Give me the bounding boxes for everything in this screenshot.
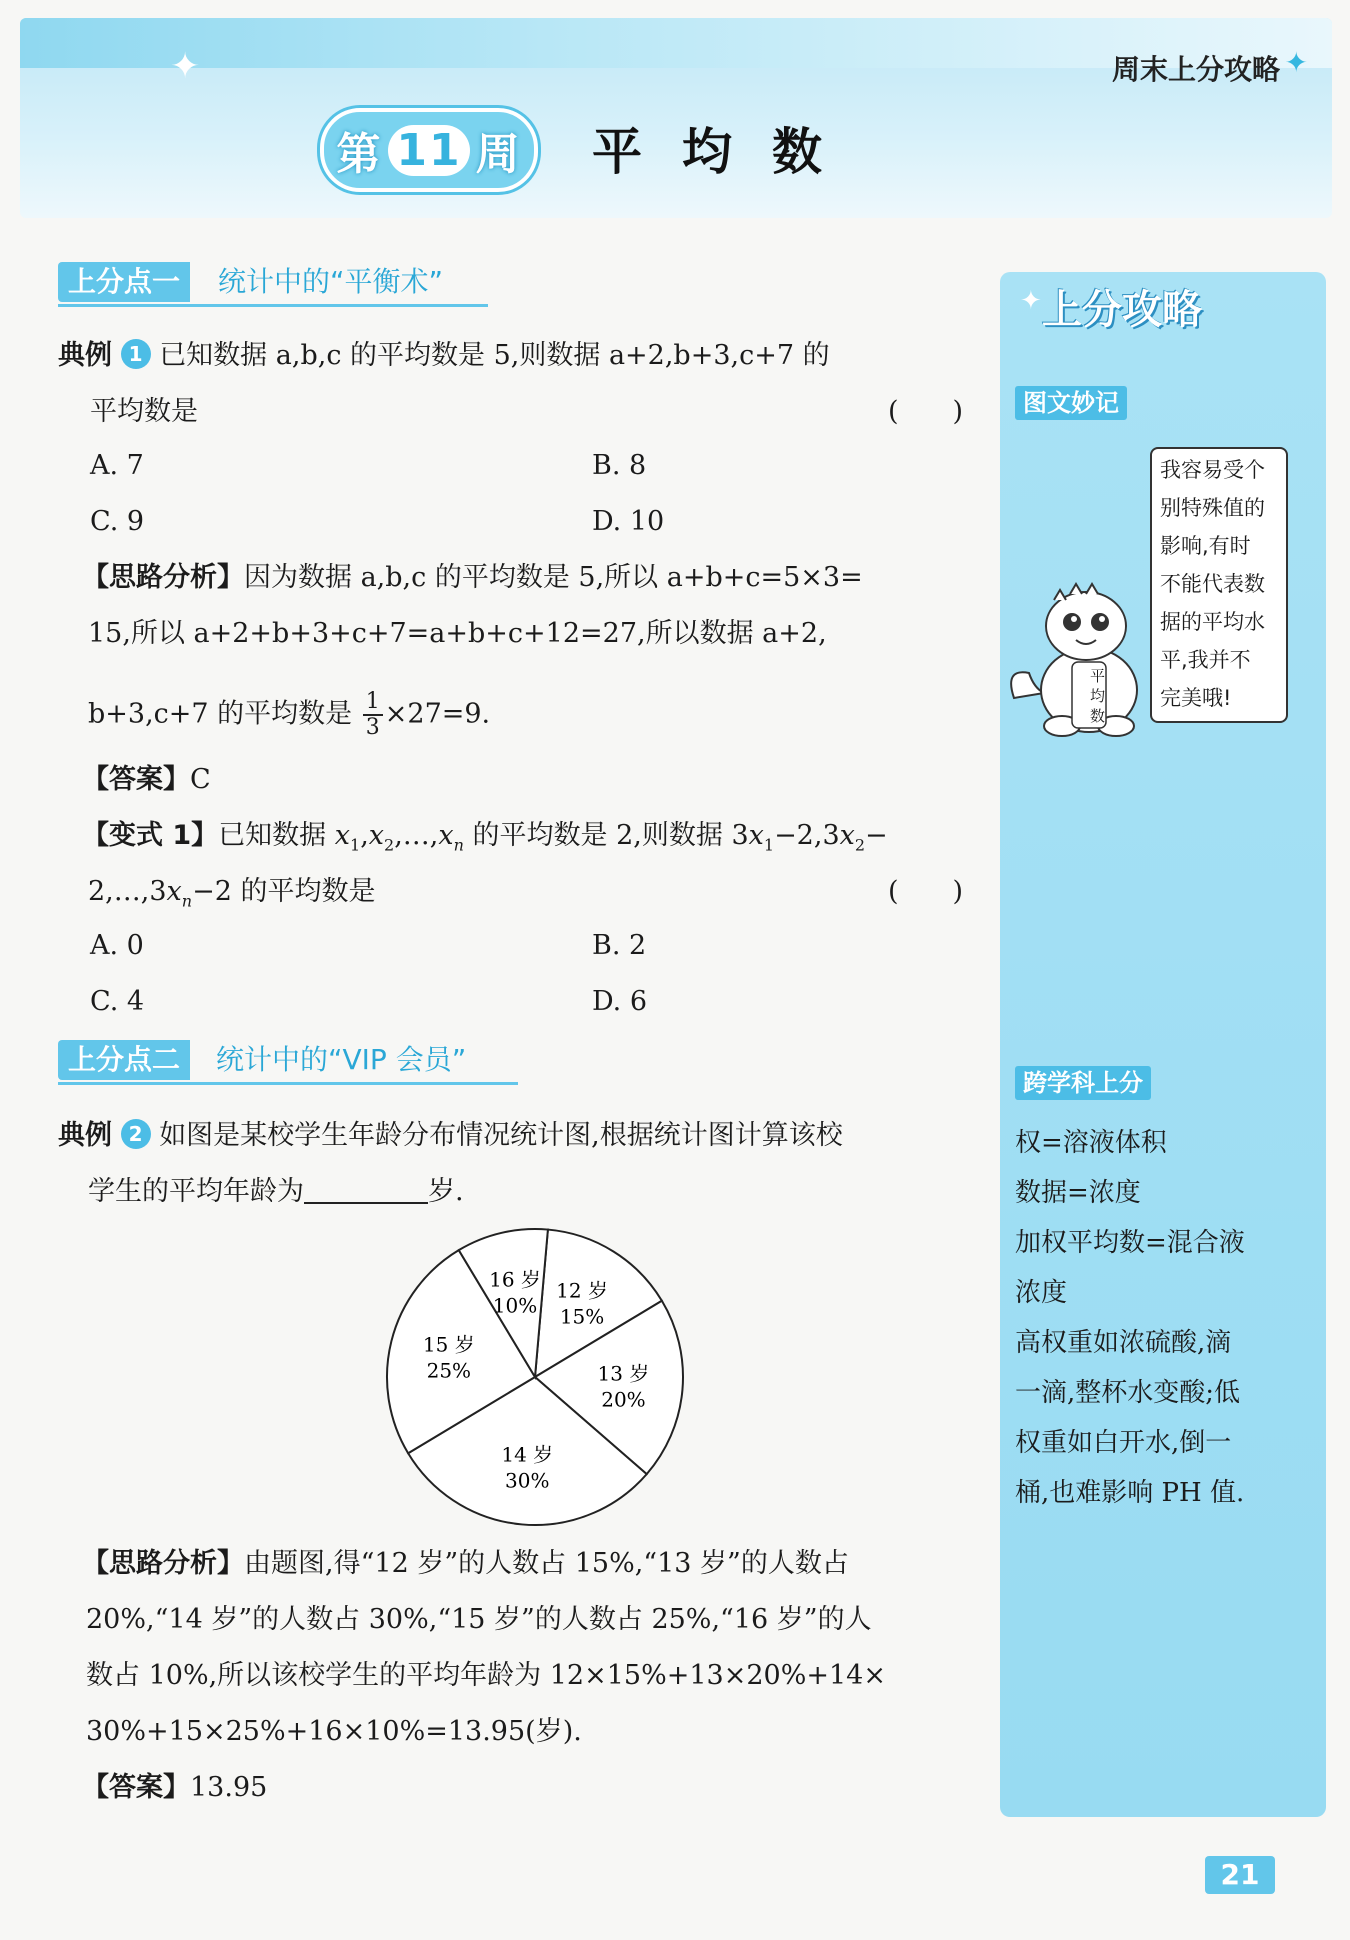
example-1-option-b: B. 8 <box>592 450 647 481</box>
pie-slice-percent-label: 20% <box>601 1387 646 1412</box>
variant-1-line-2 <box>88 874 375 919</box>
fraction-numerator: 1 <box>363 690 383 716</box>
example-1-analysis-line-3 <box>88 690 490 740</box>
sidebar-tag-image-memory: 图文妙记 <box>1015 386 1127 420</box>
variant-1-formula-1: $x_1,x_2,\dots,x_n$ <box>334 820 464 855</box>
example-1-stem-line-1 <box>58 338 830 374</box>
variant-1-paren: ( ) <box>888 876 964 907</box>
week-number: 11 <box>388 125 469 176</box>
dinosaur-mascot-icon <box>1004 578 1154 738</box>
section-2-underline <box>58 1082 518 1085</box>
sparkle-icon: ✦ <box>170 46 201 87</box>
week-suffix: 周 <box>475 129 522 180</box>
speech-line: 完美哦! <box>1160 686 1232 710</box>
example-2-analysis-1: 由题图,得“12 岁”的人数占 15%,“13 岁”的人数占 <box>244 1548 849 1579</box>
example-1-answer-line <box>82 762 211 798</box>
example-1-paren: ( ) <box>888 396 964 427</box>
example-1-number-icon: 1 <box>121 339 151 369</box>
variant-1-option-a: A. 0 <box>90 930 144 961</box>
pie-slice-percent-label: 25% <box>426 1358 472 1383</box>
mascot-text-jun: 均 <box>1090 687 1106 705</box>
example-2-answer-label: 【答案】 <box>82 1772 190 1803</box>
pie-slice-percent-label: 15% <box>559 1304 605 1329</box>
pie-slice-category-label: 13 岁 <box>597 1361 650 1386</box>
variant-1-formula-3: $2,\dots,3x_n$ <box>88 876 193 911</box>
pie-slice-category-label: 12 岁 <box>556 1278 608 1303</box>
example-2-stem-1: 如图是某校学生年龄分布情况统计图,根据统计图计算该校 <box>159 1120 843 1151</box>
example-2-stem-2b: 岁. <box>428 1176 464 1207</box>
speech-line: 影响,有时 <box>1160 534 1251 558</box>
pie-slice-category-label: 16 岁 <box>489 1267 541 1292</box>
example-2-number-icon: 2 <box>121 1119 151 1149</box>
variant-1-label: 【变式 1】 <box>82 820 219 851</box>
section-1-underline <box>58 304 488 307</box>
example-1-label: 典例 <box>58 340 112 371</box>
variant-1-stem-1a: 已知数据 <box>218 820 335 851</box>
example-1-stem-2: 平均数是 <box>90 396 198 427</box>
example-2-analysis-line-1 <box>82 1546 849 1582</box>
example-2-analysis-2: 20%,“14 岁”的人数占 30%,“15 岁”的人数占 25%,“16 岁”的人 <box>86 1604 872 1635</box>
example-2-stem-line-2 <box>88 1174 464 1210</box>
example-1-option-d: D. 10 <box>592 506 665 537</box>
fraction-denominator: 3 <box>365 715 380 740</box>
example-2-analysis-4: 30%+15×25%+16×10%=13.95(岁). <box>86 1716 582 1747</box>
pie-slice-category-label: 14 岁 <box>501 1442 554 1467</box>
week-prefix: 第 <box>336 129 383 180</box>
section-2-tag: 上分点二 <box>58 1040 190 1080</box>
example-1-analysis-3b: ×27=9. <box>384 698 491 730</box>
fraction <box>363 690 383 740</box>
week-badge <box>320 108 538 192</box>
sidebar-line: 一滴,整杯水变酸;低 <box>1015 1378 1241 1408</box>
variant-1-formula-2: $3x_1-2,3x_2-$ <box>731 820 888 855</box>
variant-1-line-1 <box>82 818 888 863</box>
example-2-stem-line-1 <box>58 1118 843 1154</box>
chapter-title: 平均数 <box>592 122 862 181</box>
section-1-tag: 上分点一 <box>58 262 190 302</box>
speech-line: 别特殊值的 <box>1160 496 1265 520</box>
sparkle-icon: ✦ <box>1020 286 1042 316</box>
example-1-analysis-line-1 <box>82 560 863 596</box>
example-1-analysis-3a: b+3,c+7 的平均数是 <box>88 698 353 730</box>
mascot-text-ping: 平 <box>1090 667 1106 685</box>
example-1-answer: C <box>190 764 211 795</box>
variant-1-option-c: C. 4 <box>90 986 145 1017</box>
variant-1-option-d: D. 6 <box>592 986 648 1017</box>
example-2-answer: 13.95 <box>190 1772 268 1803</box>
speech-line: 据的平均水 <box>1160 610 1265 634</box>
example-1-stem-1: 已知数据 a,b,c 的平均数是 5,则数据 a+2,b+3,c+7 的 <box>159 340 830 371</box>
variant-1-stem-1b: 的平均数是 2,则数据 <box>463 820 732 851</box>
example-2-stem-2a: 学生的平均年龄为 <box>88 1176 304 1207</box>
example-2-analysis-3: 数占 10%,所以该校学生的平均年龄为 12×15%+13×20%+14× <box>86 1660 886 1691</box>
variant-1-option-b: B. 2 <box>592 930 647 961</box>
example-1-analysis-2: 15,所以 a+2+b+3+c+7=a+b+c+12=27,所以数据 a+2, <box>88 618 827 649</box>
speech-line: 平,我并不 <box>1160 648 1251 672</box>
example-1-analysis-label: 【思路分析】 <box>82 562 244 593</box>
sidebar-line: 加权平均数=混合液 <box>1015 1228 1245 1258</box>
example-2-label: 典例 <box>58 1120 112 1151</box>
section-1-title: 统计中的“平衡术” <box>218 265 444 298</box>
pie-slice-category-label: 15 岁 <box>422 1332 475 1357</box>
section-2-title: 统计中的“VIP 会员” <box>216 1043 467 1076</box>
speech-line: 不能代表数 <box>1160 572 1265 596</box>
series-title: 周末上分攻略 <box>1111 53 1280 86</box>
example-2-answer-line <box>82 1770 267 1806</box>
answer-blank <box>304 1174 428 1204</box>
example-1-option-c: C. 9 <box>90 506 145 537</box>
star-icon: ✦ <box>1284 46 1308 79</box>
section-2-header <box>58 1040 538 1088</box>
sidebar-line: 权重如白开水,倒一 <box>1015 1428 1232 1458</box>
sidebar-line: 数据=浓度 <box>1015 1178 1141 1208</box>
sidebar-line: 高权重如浓硫酸,滴 <box>1015 1328 1232 1358</box>
sidebar-line: 桶,也难影响 PH 值. <box>1015 1478 1245 1508</box>
example-1-answer-label: 【答案】 <box>82 764 190 795</box>
pie-slice-percent-label: 10% <box>492 1293 538 1318</box>
example-1-analysis-1: 因为数据 a,b,c 的平均数是 5,所以 a+b+c=5×3= <box>244 562 863 593</box>
sidebar-line: 权=溶液体积 <box>1015 1128 1167 1158</box>
speech-line: 我容易受个 <box>1160 458 1265 482</box>
example-2-analysis-label: 【思路分析】 <box>82 1548 244 1579</box>
example-1-option-a: A. 7 <box>90 450 144 481</box>
section-1-header <box>58 262 503 310</box>
variant-1-stem-2b: −2 的平均数是 <box>192 876 376 907</box>
sidebar-title: 上分攻略 <box>1042 287 1202 333</box>
page-number: 21 <box>1205 1856 1275 1894</box>
sidebar-line: 浓度 <box>1015 1278 1068 1308</box>
mascot-text-shu: 数 <box>1090 707 1106 725</box>
pie-slice-percent-label: 30% <box>505 1468 550 1493</box>
sidebar-tag-cross-subject: 跨学科上分 <box>1015 1066 1151 1100</box>
pie-chart <box>380 1222 690 1532</box>
